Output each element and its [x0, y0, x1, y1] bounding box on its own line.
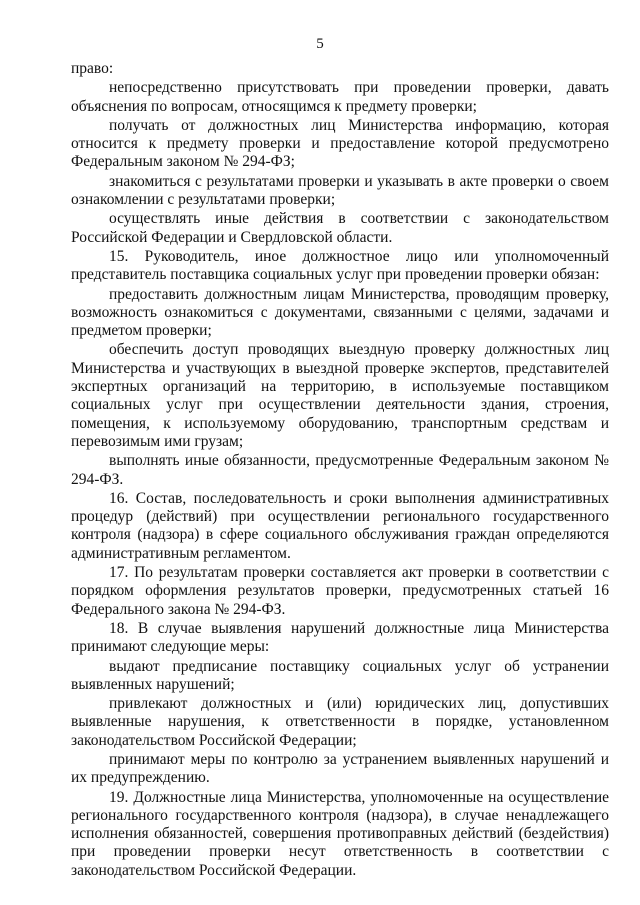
- paragraph: осуществлять иные действия в соответствии с законодательством Российской Федерации и Свердловской области.: [71, 210, 609, 246]
- paragraph-clause-15: 15. Руководитель, иное должностное лицо или уполномоченный представитель поставщика социальных услуг при проведении проверки обязан:: [71, 247, 609, 284]
- paragraph-clause-17: 17. По результатам проверки составляется акт проверки в соответствии с порядком оформления результатов проверки, предусмотренных статьей 16 Федерального закона № 294-ФЗ.: [71, 564, 609, 618]
- paragraph: непосредственно присутствовать при проведении проверки, давать объяснения по вопросам, относящимся к предмету проверки;: [71, 79, 609, 115]
- paragraph: предоставить должностным лицам Министерства, проводящим проверку, возможность ознакомиться с документами, связанными с целями, задачами и предметом проверки;: [71, 285, 609, 340]
- paragraph: выдают предписание поставщику социальных услуг об устранении выявленных нарушений;: [71, 657, 609, 693]
- document-body: [71, 60, 609, 881]
- paragraph: выполнять иные обязанности, предусмотренные Федеральным законом № 294-ФЗ.: [71, 452, 609, 488]
- paragraph-intro: право:: [71, 60, 114, 77]
- paragraph-clause-19: 19. Должностные лица Министерства, уполномоченные на осуществление регионального государственного контроля (надзора), в случае ненадлежащего исполнения обязанностей, совершения противоправных действий (бездействия) при проведении проверки несут ответственность в соответствии с законодательством Российской Федерации.: [71, 788, 609, 879]
- page-number: 5: [316, 36, 324, 52]
- paragraph: принимают меры по контролю за устранением выявленных нарушений и их предупреждению.: [71, 750, 609, 787]
- paragraph: привлекают должностных и (или) юридических лиц, допустивших выявленные нарушения, к ответственности в порядке, установленном законодательством Российской Федерации;: [71, 695, 609, 749]
- paragraph-clause-16: 16. Состав, последовательность и сроки выполнения административных процедур (действий) при осуществлении регионального государственного контроля (надзора) в сфере социального обслуживания граждан определяются административным регламентом.: [71, 489, 609, 562]
- paragraph: обеспечить доступ проводящих выездную проверку должностных лиц Министерства и участвующих в выездной проверке экспертов, представителей экспертных организаций на территорию, в используемые поставщиком социальных услуг при осуществлении деятельности здания, строения, помещения, к используемому оборудованию, транспортным средствам и перевозимым ими грузам;: [71, 341, 609, 450]
- paragraph-clause-18: 18. В случае выявления нарушений должностные лица Министерства принимают следующие меры:: [71, 619, 609, 656]
- paragraph: знакомиться с результатами проверки и указывать в акте проверки о своем ознакомлении с результатами проверки;: [71, 172, 609, 209]
- paragraph: получать от должностных лиц Министерства информацию, которая относится к предмету проверки и предоставление которой предусмотрено Федеральным законом № 294-ФЗ;: [71, 116, 609, 171]
